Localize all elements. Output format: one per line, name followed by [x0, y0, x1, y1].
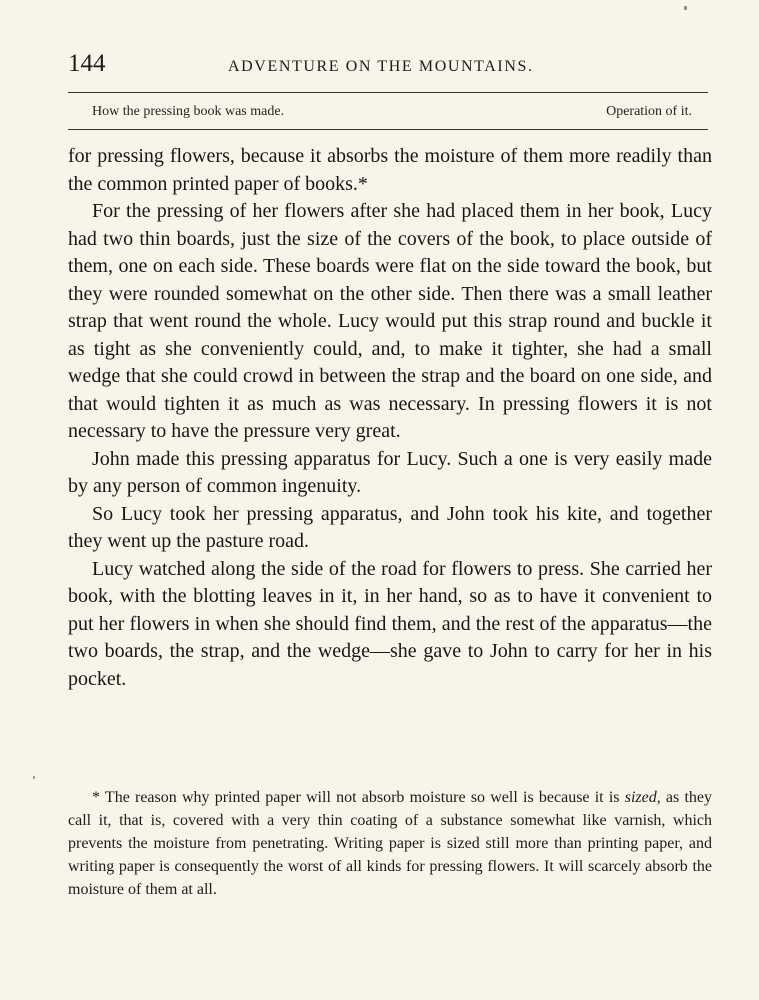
paragraph: So Lucy took her pressing apparatus, and John took his kite, and together they went up the pasture road.: [68, 502, 712, 552]
running-head: [68, 50, 710, 80]
footnote: [68, 786, 712, 901]
footnote-text-before: * The reason why printed paper will not absorb moisture so well is because it is: [92, 789, 625, 806]
page-number: 144: [68, 50, 106, 77]
sidenote-left: How the pressing book was made.: [92, 104, 285, 119]
paragraph: for pressing flowers, because it absorbs the moisture of them more readily than the common printed paper of books.*: [68, 145, 712, 195]
paper-fleck: [33, 776, 35, 779]
running-title: ADVENTURE ON THE MOUNTAINS.: [228, 58, 534, 75]
footnote-text: [68, 786, 712, 901]
footnote-emphasis: sized,: [624, 789, 661, 806]
body-text: [68, 143, 712, 693]
paragraph: For the pressing of her flowers after she had placed them in her book, Lucy had two thin boards, just the size of the covers of the book, to place outside of them, one on each side. These boards were flat on the side toward the book, but they were rounded somewhat on the other side. Then there was a small leather strap that went round the whole. Lucy would put this strap round and buckle it as tight as she conveniently could, and, to make it tighter, she had a small wedge that she could crowd in between the strap and the board on one side, and that would tighten it as much as was necessary. In pressing flowers it is not necessary to have the pressure very great.: [68, 200, 712, 442]
sidenote-right: Operation of it.: [606, 104, 692, 119]
paragraph: John made this pressing apparatus for Lucy. Such a one is very easily made by any person of common ingenuity.: [68, 447, 712, 497]
paper-fleck: [684, 6, 687, 10]
header-rule-bottom: [68, 129, 708, 130]
header-rule-top: [68, 92, 708, 93]
footnote-text-after: as they call it, that is, covered with a very thin coating of a substance somewhat like varnish, which prevents the moisture from penetrating. Writing paper is sized still more than printing paper, and writing paper is consequently the worst of all kinds for pressing flowers. It will scarcely absorb the moisture of them at all.: [68, 789, 713, 898]
paragraph: Lucy watched along the side of the road for flowers to press. She carried her book, with the blotting leaves in it, in her hand, so as to have it convenient to put her flowers in when she should find them, and the rest of the apparatus—the two boards, the strap, and the wedge—she gave to John to carry for her in his pocket.: [68, 557, 712, 690]
